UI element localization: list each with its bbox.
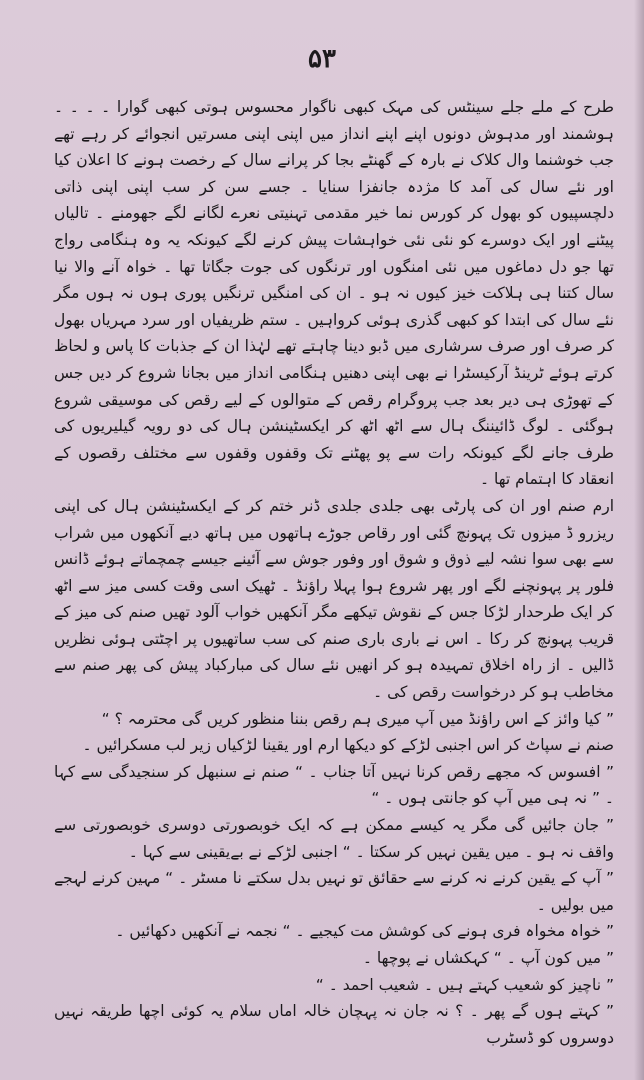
page-body-text (54, 94, 614, 1051)
dialogue-line-6: ” خواہ مخواہ فری ہونے کی کوشش مت کیجیے ۔ “ نجمہ نے آنکھیں دکھائیں ۔ (115, 922, 614, 941)
dialogue-line-4: ” جان جائیں گی مگر یہ کیسے ممکن ہے کہ ایک خوبصورتی دوسری خوبصورتی سے واقف نہ ہو ۔ میں یقین نہیں کر سکتا ۔ “ اجنبی لڑکے نے بےیقینی سے کہا ۔ (54, 816, 614, 861)
paragraph-1: طرح کے ملے جلے سینٹس کی مہک کبھی ناگوار محسوس ہوتی کبھی گوارا ۔ ۔ ۔ ۔ ہوشمند اور مدہوش دونوں اپنے اپنے انداز میں اپنی اپنی مسرتیں انجوائے کر رہے تھے جب خوشنما وال کلاک نے بارہ کے گھنٹے بجا کر پرانے سال کے رخصت ہونے کا اعلان کیا اور نئے سال کی آمد کا مژدہ جانفزا سنایا ۔ جسے سن کر سب اپنی اپنی ذاتی دلچسپیوں کو بھول کر کورس نما خیر مقدمی تہنیتی نعرے لگانے لگے جھومنے ۔ تالیاں پیٹنے اور ایک دوسرے کو نئی نئی خواہشات پیش کرنے لگے کیونکہ یہ وہ ہنگامی رواج تھا جو دل دماغوں میں نئی امنگوں اور ترنگوں کی جوت جگاتا تھا ۔ خواہ آنے والا نیا سال کتنا ہی ہلاکت خیز کیوں نہ ہو ۔ ان کی امنگیں ترنگیں پوری ہوں نہ ہوں مگر نئے سال کی ابتدا کو کبھی گذری ہوئی کرواہیں ۔ ستم ظریفیاں اور سرد مہریاں بھول کر صرف اور صرف سرشاری میں ڈبو دینا چاہتے تھے لہٰذا ان کے جذبات کا پاس و لحاظ کرتے ہوئے ٹرینڈ آرکیسٹرا نے بھی اپنی دھنیں ہنگامی انداز میں بجانا شروع کر دیں جس کے تھوڑی ہی دیر بعد جب پروگرام رقص کے متوالوں کے لیے رقص کی موسیقی شروع ہوگئی ۔ لوگ ڈائیننگ ہال سے اٹھ اٹھ کر ایکسٹینشن ہال کی دو رویہ گیلیریوں کی طرف جانے لگے کیونکہ رات سے پو پھٹنے تک وقفوں وقفوں سے مختلف رقصوں کے انعقاد کا اہتمام تھا ۔ (54, 98, 614, 489)
dialogue-line-2: صنم نے سپاٹ کر اس اجنبی لڑکے کو دیکھا ارم اور یقینا لڑکیاں زیر لب مسکرائیں ۔ (82, 736, 614, 755)
dialogue-line-9: ” کہتے ہوں گے پھر ۔ ؟ نہ جان نہ پہچان خالہ اماں سلام یہ کوئی اچھا طریقہ نہیں دوسروں کو ڈسٹرب (54, 1002, 614, 1047)
dialogue-line-7: ” میں کون آپ ۔ “ کہکشاں نے پوچھا ۔ (362, 949, 614, 967)
page-edge-shadow (634, 0, 644, 1080)
dialogue-line-3: ” افسوس کہ مجھے رقص کرنا نہیں آتا جناب ۔ “ صنم نے سنبھل کر سنجیدگی سے کہا ۔ ” نہ ہی میں آپ کو جانتی ہوں ۔ “ (54, 762, 614, 808)
dialogue-line-1: ” کیا وائز کے اس راؤنڈ میں آپ میری ہم رقص بننا منظور کریں گی محترمہ ؟ “ (101, 709, 614, 728)
page-number: ۵۳ (308, 44, 336, 74)
dialogue-line-5: ” آپ کے یقین کرنے نہ کرنے سے حقائق تو نہیں بدل سکتے نا مسٹر ۔ “ مہین کرنے لہجے میں بولیں ۔ (54, 869, 614, 914)
paragraph-2: ارم صنم اور ان کی پارٹی بھی جلدی جلدی ڈنر ختم کر کے ایکسٹینشن ہال کی اپنی ریزرو ڈ میزوں تک پہونچ گئی اور رقاص جوڑے ہاتھوں میں ہاتھ دیے آنکھوں میں شراب سے بھی سوا نشہ لیے ذوق و شوق اور وفور جوش سے آئینے جیسے چمچماتے ہوئے ڈانس فلور پر پہونچنے لگے اور پھر شروع ہوا پہلا راؤنڈ ۔ ٹھیک اسی وقت کسی میز سے اٹھ کر ایک طرحدار لڑکا جس کے نقوش تیکھے مگر آنکھیں خواب آلود تھیں صنم کی میز کے قریب پہونچ کر رکا ۔ اس نے باری باری صنم کی سب ساتھیوں پر اچٹتی ہوئی نظریں ڈالیں ۔ از راہ اخلاق تمہیدہ ہو کر انھیں نئے سال کی مبارکباد پیش کی پھر صنم سے مخاطب ہو کر درخواست رقص کی ۔ (54, 496, 614, 702)
dialogue-line-8: ” ناچیز کو شعیب کہتے ہیں ۔ شعیب احمد ۔ “ (315, 975, 614, 994)
